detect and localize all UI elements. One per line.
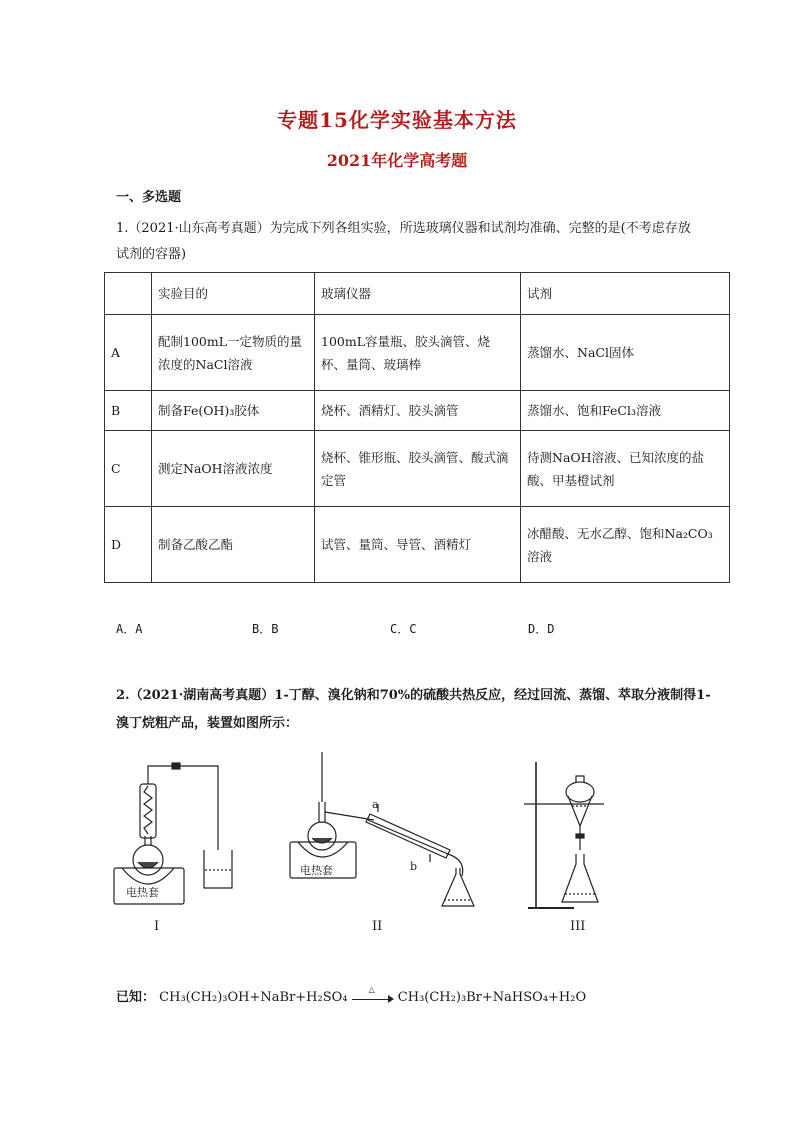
heater-label: 电热套 — [126, 886, 159, 899]
page-subtitle: 2021年化学高考题 — [326, 151, 468, 170]
row-purpose: 测定NaOH溶液浓度 — [152, 431, 315, 507]
page-title: 专题15化学实验基本方法 — [277, 108, 517, 132]
side-arm — [325, 812, 374, 820]
tube-joint — [172, 763, 180, 769]
distilling-flask — [308, 822, 336, 850]
apparatus-ii-distillation — [290, 752, 474, 906]
table-row — [105, 431, 730, 507]
figure-label-i: I — [154, 919, 160, 934]
question-1-text: 1.（2021·山东高考真题）为完成下列各组实验，所选玻璃仪器和试剂均准确、完整的是(不考虑存放试剂的容器) — [116, 221, 691, 262]
table-row — [105, 391, 730, 431]
reaction-arrow-icon — [352, 984, 394, 1005]
figure-label-iii: III — [570, 919, 586, 934]
row-label: C — [105, 431, 152, 507]
table-row — [105, 315, 730, 391]
heat-condition: △ — [368, 984, 375, 994]
row-reagent: 蒸馏水、NaCl固体 — [521, 315, 730, 391]
table-header-cell: 试剂 — [521, 273, 730, 315]
table-header-row — [105, 273, 730, 315]
row-glassware: 烧杯、酒精灯、胶头滴管 — [315, 391, 521, 431]
row-reagent: 蒸馏水、饱和FeCl₃溶液 — [521, 391, 730, 431]
liebig-condenser — [366, 814, 450, 858]
funnel-bulb — [566, 782, 594, 802]
gas-tube — [148, 766, 218, 850]
row-label: A — [105, 315, 152, 391]
table-header-cell: 实验目的 — [152, 273, 315, 315]
reflux-condenser — [140, 784, 156, 838]
round-bottom-flask — [133, 845, 163, 875]
apparatus-i-reflux — [114, 763, 232, 904]
heater-label: 电热套 — [300, 864, 333, 877]
known-equation — [116, 986, 586, 1005]
flask-neck — [145, 836, 151, 845]
option-b[interactable]: B．B — [252, 622, 279, 636]
option-d[interactable]: D．D — [528, 622, 555, 636]
row-glassware: 烧杯、锥形瓶、胶头滴管、酸式滴定管 — [315, 431, 521, 507]
table-row — [105, 507, 730, 583]
funnel-stopper — [576, 776, 584, 782]
row-purpose: 制备乙酸乙酯 — [152, 507, 315, 583]
apparatus-iii-separation — [524, 762, 604, 908]
option-c[interactable]: C．C — [390, 622, 417, 636]
condenser-inner-tube — [368, 820, 448, 854]
section-title: 一、多选题 — [116, 190, 182, 205]
known-label: 已知： — [116, 990, 156, 1005]
row-label: D — [105, 507, 152, 583]
row-label: B — [105, 391, 152, 431]
flask-liquid — [138, 862, 158, 868]
option-a[interactable]: A．A — [116, 622, 143, 636]
experiment-table — [104, 272, 730, 583]
heater-cavity — [122, 868, 174, 884]
equation-right: CH₃(CH₂)₃Br+NaHSO₄+H₂O — [397, 990, 587, 1005]
flask-neck — [319, 802, 325, 822]
row-reagent: 冰醋酸、无水乙醇、饱和Na₂CO₃溶液 — [521, 507, 730, 583]
apparatus-figure — [100, 750, 660, 940]
label-a: a — [372, 798, 379, 811]
stopcock — [576, 834, 584, 838]
table-header-cell — [105, 273, 152, 315]
question-2-text: 2.（2021·湖南高考真题）1-丁醇、溴化钠和70%的硫酸共热反应，经过回流、蒸馏、萃取分液制得1-溴丁烷粗产品，装置如图所示： — [116, 688, 711, 731]
conical-flask — [562, 854, 598, 902]
absorption-beaker — [204, 850, 232, 888]
row-glassware: 试管、量筒、导管、酒精灯 — [315, 507, 521, 583]
row-purpose: 制备Fe(OH)₃胶体 — [152, 391, 315, 431]
figure-label-ii: II — [372, 919, 383, 934]
label-b: b — [410, 860, 418, 873]
condenser-coil — [144, 786, 152, 834]
row-glassware: 100mL容量瓶、胶头滴管、烧杯、量筒、玻璃棒 — [315, 315, 521, 391]
table-header-cell: 玻璃仪器 — [315, 273, 521, 315]
row-reagent: 待测NaOH溶液、已知浓度的盐酸、甲基橙试剂 — [521, 431, 730, 507]
equation-left: CH₃(CH₂)₃OH+NaBr+H₂SO₄ — [159, 990, 348, 1005]
row-purpose: 配制100mL一定物质的量浓度的NaCl溶液 — [152, 315, 315, 391]
